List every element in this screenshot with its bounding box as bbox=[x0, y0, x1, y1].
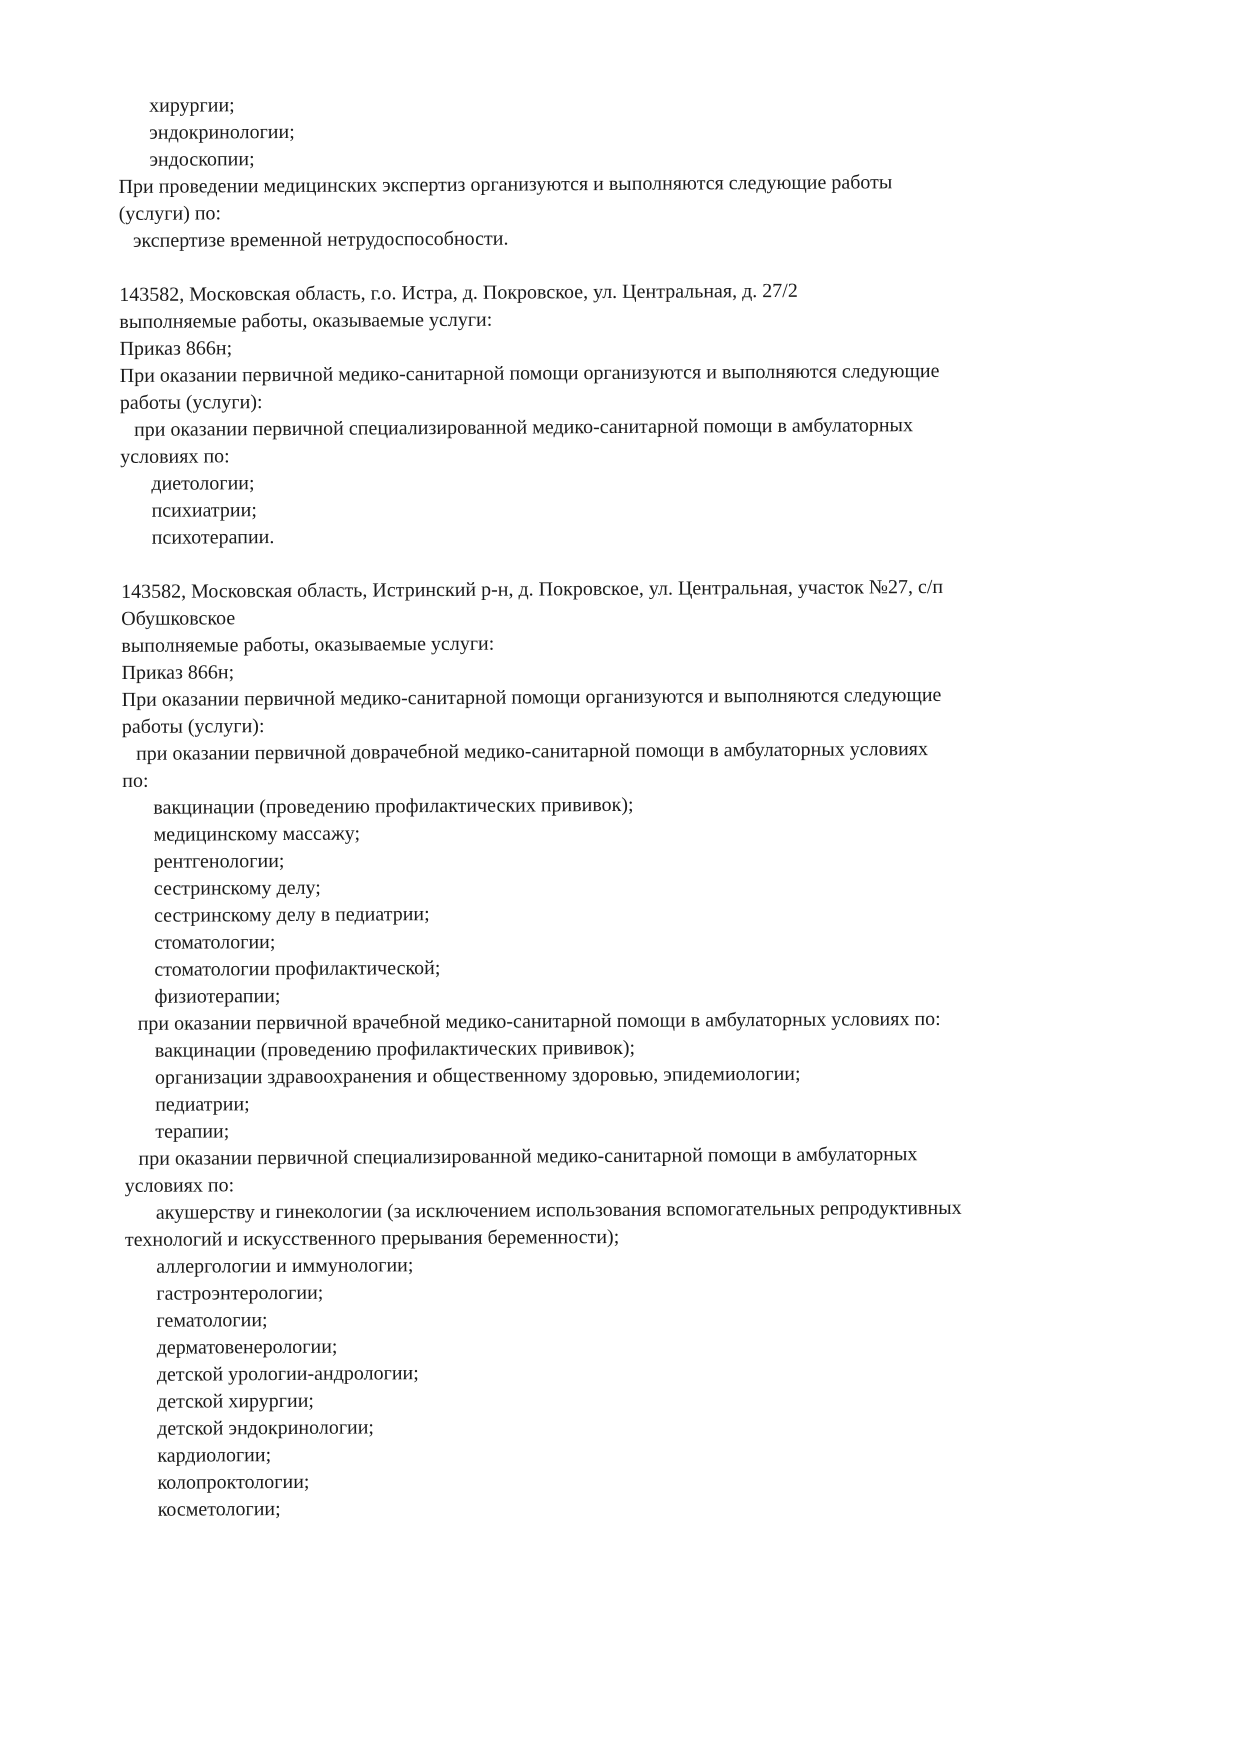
text-line: физиотерапии; bbox=[154, 985, 281, 1008]
text-line: стоматологии; bbox=[154, 931, 276, 954]
text-line: диетологии; bbox=[151, 472, 255, 495]
text-line: терапии; bbox=[155, 1120, 230, 1143]
text-line: колопроктологии; bbox=[157, 1470, 310, 1494]
text-line: педиатрии; bbox=[155, 1093, 250, 1116]
text-line: психиатрии; bbox=[151, 499, 257, 522]
text-line: при оказании первичной доврачебной медико-санитарной помощи в амбулаторных условиях bbox=[135, 738, 929, 765]
text-line: при оказании первичной врачебной медико-санитарной помощи в амбулаторных условиях по: bbox=[137, 1007, 941, 1035]
text-line: косметологии; bbox=[157, 1498, 281, 1521]
text-line: акушерству и гинекологии (за исключением использования вспомогательных репродуктивных bbox=[155, 1196, 962, 1224]
document-text bbox=[118, 87, 1187, 1524]
text-line: гастроэнтерологии; bbox=[156, 1281, 324, 1305]
text-line: при оказании первичной специализированной медико-санитарной помощи в амбулаторных bbox=[133, 414, 914, 441]
text-line: эндокринологии; bbox=[149, 120, 295, 144]
text-line: выполняемые работы, оказываемые услуги: bbox=[119, 308, 493, 333]
text-line: технологий и искусственного прерывания беременности); bbox=[124, 1225, 620, 1251]
text-line: 143582, Московская область, г.о. Истра, д. Покровское, ул. Центральная, д. 27/2 bbox=[119, 279, 798, 306]
text-line: выполняемые работы, оказываемые услуги: bbox=[121, 632, 495, 657]
text-line: работы (услуги): bbox=[121, 715, 265, 738]
text-line: При оказании первичной медико-санитарной помощи организуются и выполняются следующие bbox=[121, 683, 942, 711]
text-line: При оказании первичной медико-санитарной помощи организуются и выполняются следующие bbox=[119, 359, 940, 387]
text-line: гематологии; bbox=[156, 1309, 268, 1332]
text-line: вакцинации (проведению профилактических прививок); bbox=[153, 793, 634, 819]
text-line: сестринскому делу в педиатрии; bbox=[153, 903, 430, 927]
text-line: организации здравоохранения и общественному здоровью, эпидемиологии; bbox=[154, 1062, 801, 1089]
text-line: аллергологии и иммунологии; bbox=[156, 1254, 414, 1278]
text-line: детской эндокринологии; bbox=[157, 1416, 375, 1440]
text-line: вакцинации (проведению профилактических прививок); bbox=[154, 1036, 636, 1062]
text-line: хирургии; bbox=[149, 94, 235, 117]
text-line: экспертизе временной нетрудоспособности. bbox=[132, 227, 509, 252]
text-line: медицинскому массажу; bbox=[153, 822, 361, 846]
text-line: дерматовенерологии; bbox=[156, 1335, 338, 1359]
text-line: детской хирургии; bbox=[156, 1389, 314, 1413]
text-line: стоматологии профилактической; bbox=[154, 957, 441, 981]
text-line: эндоскопии; bbox=[149, 148, 255, 171]
text-line: При проведении медицинских экспертиз организуются и выполняются следующие работы bbox=[118, 171, 893, 198]
text-line: Приказ 866н; bbox=[119, 337, 233, 360]
text-line: детской урологии-андрологии; bbox=[156, 1362, 419, 1386]
text-line: Обушковское bbox=[121, 607, 236, 630]
text-line: психотерапии. bbox=[151, 526, 275, 549]
text-line: рентгенологии; bbox=[153, 849, 285, 873]
text-line: условиях по: bbox=[120, 445, 230, 468]
text-line: по: bbox=[122, 769, 149, 792]
text-line: условиях по: bbox=[124, 1174, 235, 1197]
text-line: 143582, Московская область, Истринский р-н, д. Покровское, ул. Центральная, участок №27, с/п bbox=[120, 575, 944, 603]
text-line: работы (услуги): bbox=[119, 391, 263, 414]
text-line: сестринскому делу; bbox=[153, 876, 321, 900]
text-line: кардиологии; bbox=[157, 1444, 272, 1467]
text-line: при оказании первичной специализированной медико-санитарной помощи в амбулаторных bbox=[138, 1143, 918, 1170]
text-line: Приказ 866н; bbox=[121, 661, 235, 684]
text-line: (услуги) по: bbox=[118, 202, 222, 225]
